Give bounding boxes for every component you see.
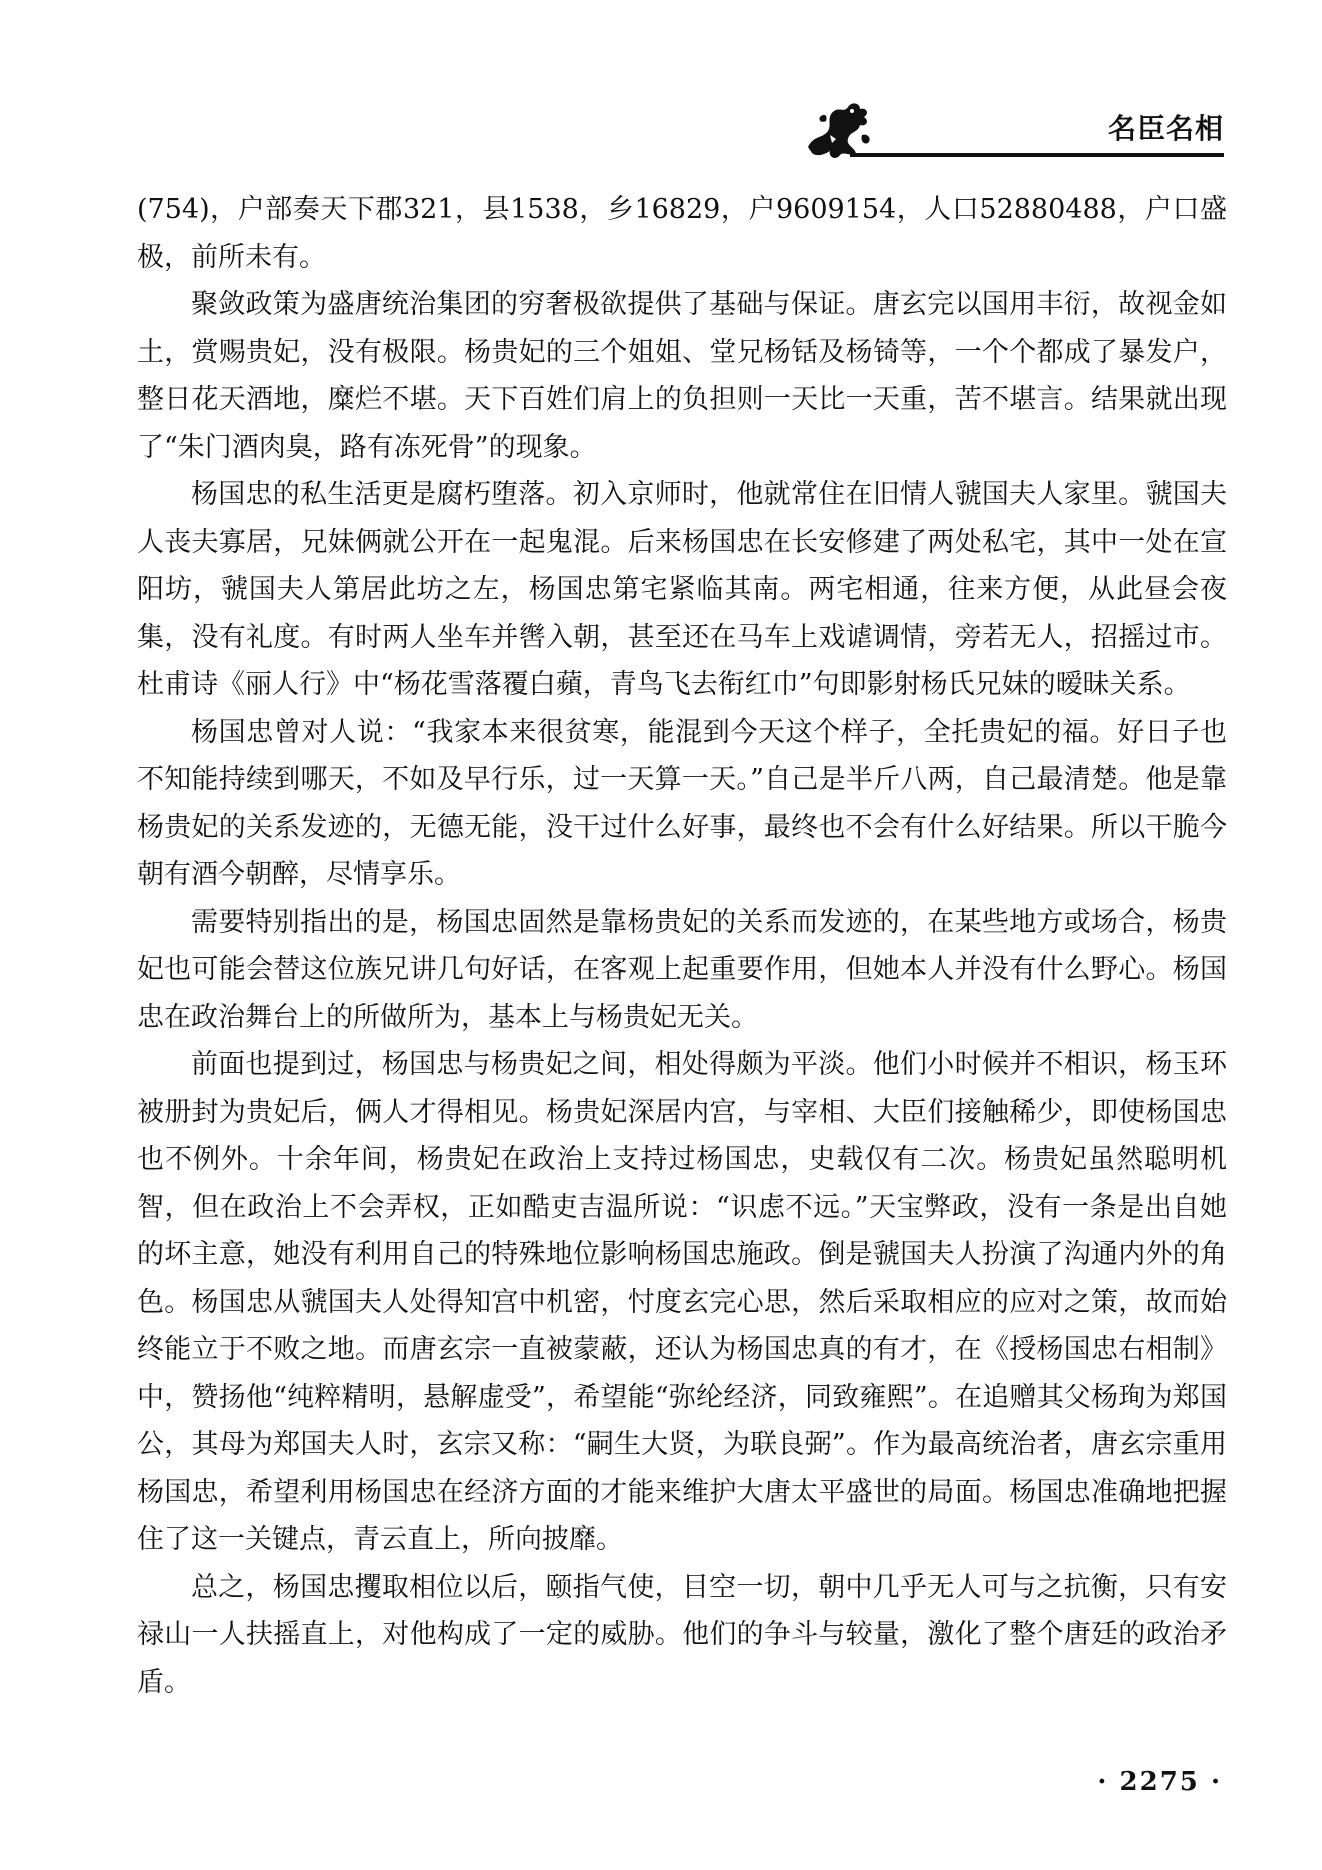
page-number: · 2275 · — [1097, 1767, 1222, 1797]
page-header — [800, 95, 1224, 165]
paragraph: 聚敛政策为盛唐统治集团的穷奢极欲提供了基础与保证。唐玄完以国用丰衍，故视金如土，赏赐贵妃，没有极限。杨贵妃的三个姐姐、堂兄杨铦及杨锜等，一个个都成了暴发户，整日花天酒地，糜烂不堪。天下百姓们肩上的负担则一天比一天重，苦不堪言。结果就出现了“朱门酒肉臭，路有冻死骨”的现象。 — [137, 289, 1227, 463]
paragraph: 杨国忠的私生活更是腐朽堕落。初入京师时，他就常住在旧情人虢国夫人家里。虢国夫人丧夫寡居，兄妹俩就公开在一起鬼混。后来杨国忠在长安修建了两处私宅，其中一处在宣阳坊，虢国夫人第居此坊之左，杨国忠第宅紧临其南。两宅相通，往来方便，从此昼会夜集，没有礼度。有时两人坐车并辔入朝，甚至还在马车上戏谑调情，旁若无人，招摇过市。杜甫诗《丽人行》中“杨花雪落覆白蘋，青鸟飞去衔红巾”句即影射杨氏兄妹的暧昧关系。 — [137, 479, 1227, 700]
section-title: 名臣名相 — [1107, 112, 1224, 145]
paragraph: 需要特别指出的是，杨国忠固然是靠杨贵妃的关系而发迹的，在某些地方或场合，杨贵妃也可能会替这位族兄讲几句好话，在客观上起重要作用，但她本人并没有什么野心。杨国忠在政治舞台上的所做所为，基本上与杨贵妃无关。 — [137, 906, 1227, 1033]
header-rule — [850, 153, 1224, 157]
paragraph: 总之，杨国忠攫取相位以后，颐指气使，目空一切，朝中几乎无人可与之抗衡，只有安禄山一人扶摇直上，对他构成了一定的威胁。他们的争斗与较量，激化了整个唐廷的政治矛盾。 — [137, 1571, 1227, 1698]
article-body — [137, 186, 1227, 1706]
paragraph: 杨国忠曾对人说：“我家本来很贫寒，能混到今天这个样子，全托贵妃的福。好日子也不知能持续到哪天，不如及早行乐，过一天算一天。”自己是半斤八两，自己最清楚。他是靠杨贵妃的关系发迹的，无德无能，没干过什么好事，最终也不会有什么好结果。所以干脆今朝有酒今朝醉，尽情享乐。 — [137, 716, 1227, 890]
paragraph: 前面也提到过，杨国忠与杨贵妃之间，相处得颇为平淡。他们小时候并不相识，杨玉环被册封为贵妃后，俩人才得相见。杨贵妃深居内宫，与宰相、大臣们接触稀少，即使杨国忠也不例外。十余年间，杨贵妃在政治上支持过杨国忠，史载仅有二次。杨贵妃虽然聪明机智，但在政治上不会弄权，正如酷吏吉温所说：“识虑不远。”天宝弊政，没有一条是出自她的坏主意，她没有利用自己的特殊地位影响杨国忠施政。倒是虢国夫人扮演了沟通内外的角色。杨国忠从虢国夫人处得知宫中机密，忖度玄完心思，然后采取相应的应对之策，故而始终能立于不败之地。而唐玄宗一直被蒙蔽，还认为杨国忠真的有才，在《授杨国忠右相制》中，赞扬他“纯粹精明，悬解虚受”，希望能“弥纶经济，同致雍熙”。在追赠其父杨珣为郑国公，其母为郑国夫人时，玄宗又称：“嗣生大贤，为联良弼”。作为最高统治者，唐玄宗重用杨国忠，希望利用杨国忠在经济方面的才能来维护大唐太平盛世的局面。杨国忠准确地把握住了这一关键点，青云直上，所向披靡。 — [137, 1049, 1227, 1555]
paragraph: (754)，户部奏天下郡321，县1538，乡16829，户9609154，人口52880488，户口盛极，前所未有。 — [137, 194, 1227, 273]
